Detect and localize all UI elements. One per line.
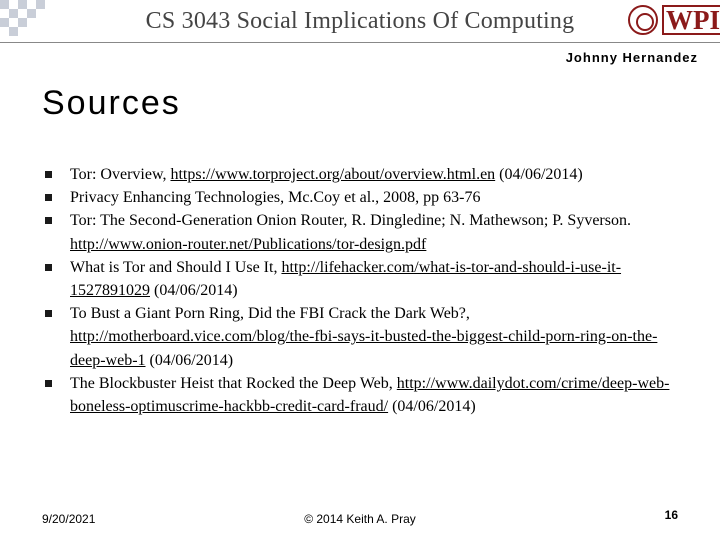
source-item <box>42 256 682 302</box>
wpi-logo-text: WPI <box>662 5 720 35</box>
source-date: (04/06/2014) <box>145 351 234 369</box>
source-text: To Bust a Giant Porn Ring, Did the FBI Crack the Dark Web?, <box>70 305 470 323</box>
source-link[interactable]: http://motherboard.vice.com/blog/the-fbi-says-it-busted-the-biggest-child-porn-ring-on-the-deep-web-1 <box>70 328 658 369</box>
square-bullet-icon <box>45 380 52 387</box>
course-title: CS 3043 Social Implications Of Computing <box>145 8 575 34</box>
page-number: 16 <box>664 508 678 522</box>
square-bullet-icon <box>45 264 52 271</box>
source-item <box>42 302 682 372</box>
footer-copyright: © 2014 Keith A. Pray <box>304 512 416 526</box>
author-name: Johnny Hernandez <box>565 50 698 65</box>
header-divider <box>0 42 720 43</box>
source-date: (04/06/2014) <box>150 282 238 300</box>
square-bullet-icon <box>45 310 52 317</box>
source-link[interactable]: https://www.torproject.org/about/overview.html.en <box>170 166 496 183</box>
source-item <box>42 209 682 255</box>
source-text: The Blockbuster Heist that Rocked the Deep Web, <box>70 374 397 392</box>
source-link[interactable]: http://lifehacker.com/what-is-tor-and-should-i-use-it-1527891029 <box>70 258 622 300</box>
square-bullet-icon <box>45 171 52 178</box>
wpi-logo <box>628 4 720 36</box>
source-date: (04/06/2014) <box>495 166 583 183</box>
footer-date: 9/20/2021 <box>42 512 96 526</box>
source-link[interactable]: http://www.dailydot.com/crime/deep-web-boneless-optimuscrime-hackbb-credit-card-fraud/ <box>70 374 670 416</box>
wpi-seal-icon <box>628 5 658 35</box>
source-text: Tor: The Second-Generation Onion Router, R. Dingledine; N. Mathewson; P. Syverson. <box>70 212 631 230</box>
source-text: Privacy Enhancing Technologies, Mc.Coy et al., 2008, pp 63-76 <box>70 189 481 207</box>
slide-title: Sources <box>42 84 181 122</box>
source-link[interactable]: http://www.onion-router.net/Publications/tor-design.pdf <box>70 235 427 253</box>
sources-list <box>42 163 682 418</box>
square-bullet-icon <box>45 194 52 201</box>
source-text: What is Tor and Should I Use It, <box>70 258 282 276</box>
source-date: (04/06/2014) <box>388 398 476 416</box>
square-bullet-icon <box>45 217 52 224</box>
source-text: Tor: Overview, <box>70 166 171 183</box>
source-item <box>42 372 682 418</box>
source-item <box>42 163 682 186</box>
source-item <box>42 186 682 209</box>
